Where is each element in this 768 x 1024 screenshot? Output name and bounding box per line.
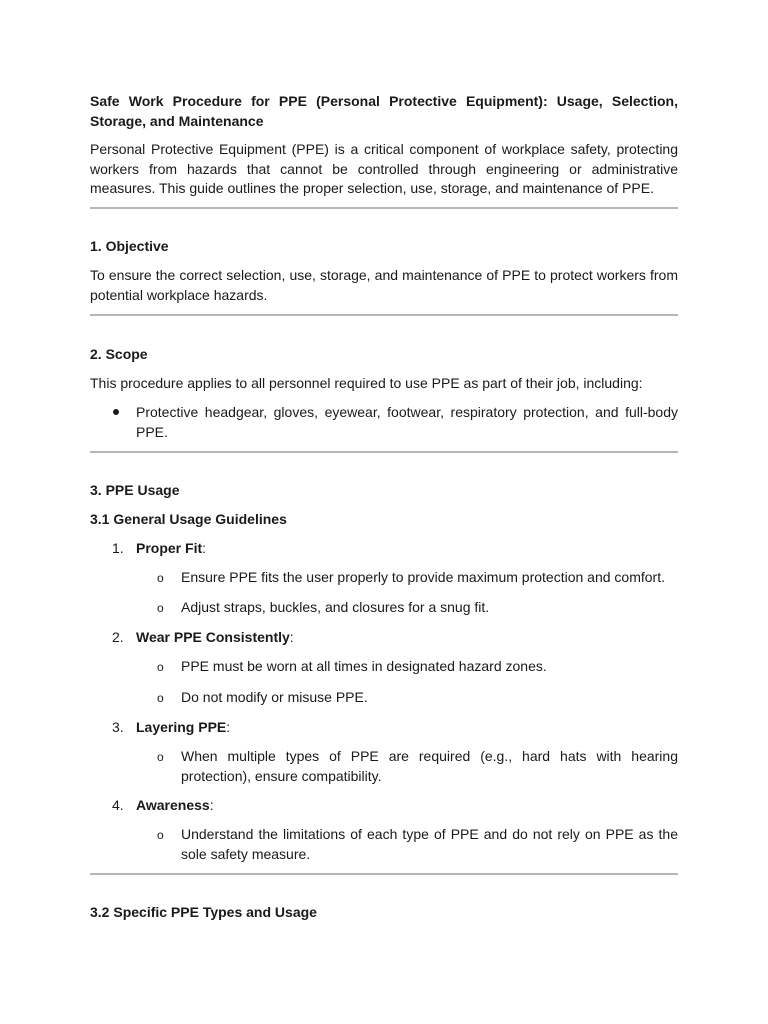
sub-bullet-text: Do not modify or misuse PPE. [181,689,368,705]
objective-text: To ensure the correct selection, use, storage, and maintenance of PPE to protect workers from potential workplace hazards. [90,267,678,303]
sub-bullet-text: Understand the limitations of each type of PPE and do not rely on PPE as the sole safety measure. [181,826,678,862]
scope-bullet-text: Protective headgear, gloves, eyewear, footwear, respiratory protection, and full-body PPE. [136,404,678,440]
sub-bullet-marker: o [157,571,164,585]
list-item-layering [136,719,230,735]
sub-bullet-text: Adjust straps, buckles, and closures for a snug fit. [181,599,490,615]
list-item-wear-consistently [136,629,294,645]
list-number: 3. [112,719,124,735]
document-title: Safe Work Procedure for PPE (Personal Protective Equipment): Usage, Selection, Storage, and Maintenance [90,93,678,129]
sub-bullet-marker: o [157,750,164,764]
bullet-dot [113,409,119,415]
section-heading-objective: 1. Objective [90,238,169,254]
divider [90,207,678,209]
sub-bullet-text: PPE must be worn at all times in designated hazard zones. [181,658,547,674]
subsection-heading-specific: 3.2 Specific PPE Types and Usage [90,904,317,920]
intro-paragraph: Personal Protective Equipment (PPE) is a critical component of workplace safety, protecting workers from hazards that cannot be controlled through engineering or administrative measures. This guide outlines the proper selection, use, storage, and maintenance of PPE. [90,141,678,196]
list-item-label: Layering PPE [136,719,227,735]
sub-bullet-marker: o [157,828,164,842]
list-item-label: Wear PPE Consistently [136,629,290,645]
list-item-awareness [136,797,214,813]
list-item-suffix: : [209,797,214,813]
list-item-label: Awareness [136,797,210,813]
divider [90,451,678,453]
section-heading-ppe-usage: 3. PPE Usage [90,482,180,498]
divider [90,314,678,316]
list-item-suffix: : [226,719,231,735]
sub-bullet-marker: o [157,660,164,674]
list-number: 4. [112,797,124,813]
section-heading-scope: 2. Scope [90,346,148,362]
subsection-heading-general: 3.1 General Usage Guidelines [90,511,287,527]
list-item-suffix: : [202,540,207,556]
list-item-label: Proper Fit [136,540,203,556]
sub-bullet-marker: o [157,691,164,705]
list-number: 1. [112,540,124,556]
sub-bullet-text: Ensure PPE fits the user properly to provide maximum protection and comfort. [181,569,665,585]
scope-text: This procedure applies to all personnel required to use PPE as part of their job, including: [90,375,643,391]
sub-bullet-text: When multiple types of PPE are required (e.g., hard hats with hearing protection), ensure compatibility. [181,748,678,784]
divider [90,873,678,875]
list-item-suffix: : [289,629,294,645]
list-item-proper-fit [136,540,206,556]
list-number: 2. [112,629,124,645]
sub-bullet-marker: o [157,601,164,615]
